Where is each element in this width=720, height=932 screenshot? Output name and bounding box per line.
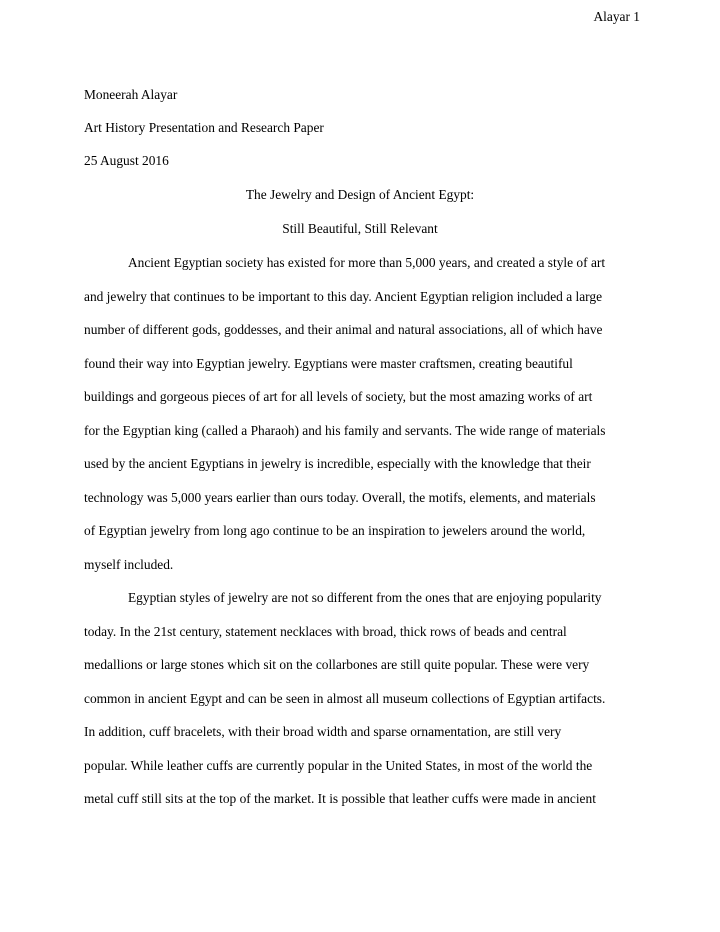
paragraph-1-line: used by the ancient Egyptians in jewelry is incredible, especially with the knowledge that their — [84, 456, 591, 471]
paragraph-2-line: In addition, cuff bracelets, with their broad width and sparse ornamentation, are still very — [84, 724, 562, 739]
paragraph-1-line: number of different gods, goddesses, and their animal and natural associations, all of which have — [84, 322, 603, 337]
paragraph-1-line: myself included. — [84, 557, 174, 572]
paragraph-2-line: popular. While leather cuffs are currently popular in the United States, in most of the world the — [84, 758, 593, 773]
author-name: Moneerah Alayar — [84, 87, 178, 102]
paragraph-1-line: Ancient Egyptian society has existed for more than 5,000 years, and created a style of art — [128, 255, 606, 270]
paragraph-1-line: found their way into Egyptian jewelry. Egyptians were master craftsmen, creating beautiful — [84, 356, 573, 371]
paper-title-line-2: Still Beautiful, Still Relevant — [282, 221, 438, 236]
paragraph-1-line: of Egyptian jewelry from long ago continue to be an inspiration to jewelers around the world, — [84, 523, 586, 538]
paragraph-2-line: metal cuff still sits at the top of the market. It is possible that leather cuffs were made in ancient — [84, 791, 596, 806]
paragraph-1-line: for the Egyptian king (called a Pharaoh) and his family and servants. The wide range of materials — [84, 423, 606, 438]
paper-title-line-1: The Jewelry and Design of Ancient Egypt: — [245, 187, 475, 202]
course-name: Art History Presentation and Research Paper — [84, 120, 324, 135]
paragraph-2-line: medallions or large stones which sit on the collarbones are still quite popular. These were very — [84, 657, 590, 672]
paragraph-1-line: buildings and gorgeous pieces of art for all levels of society, but the most amazing works of art — [84, 389, 593, 404]
paragraph-2-line: common in ancient Egypt and can be seen in almost all museum collections of Egyptian artifacts. — [84, 691, 606, 706]
running-head: Alayar 1 — [593, 9, 640, 24]
paragraph-1-line: and jewelry that continues to be important to this day. Ancient Egyptian religion included a large — [84, 289, 603, 304]
paper-date: 25 August 2016 — [84, 153, 169, 168]
paragraph-2-line: Egyptian styles of jewelry are not so different from the ones that are enjoying popularity — [128, 590, 602, 605]
paragraph-1-line: technology was 5,000 years earlier than ours today. Overall, the motifs, elements, and materials — [84, 490, 596, 505]
paragraph-2-line: today. In the 21st century, statement necklaces with broad, thick rows of beads and central — [84, 624, 567, 639]
